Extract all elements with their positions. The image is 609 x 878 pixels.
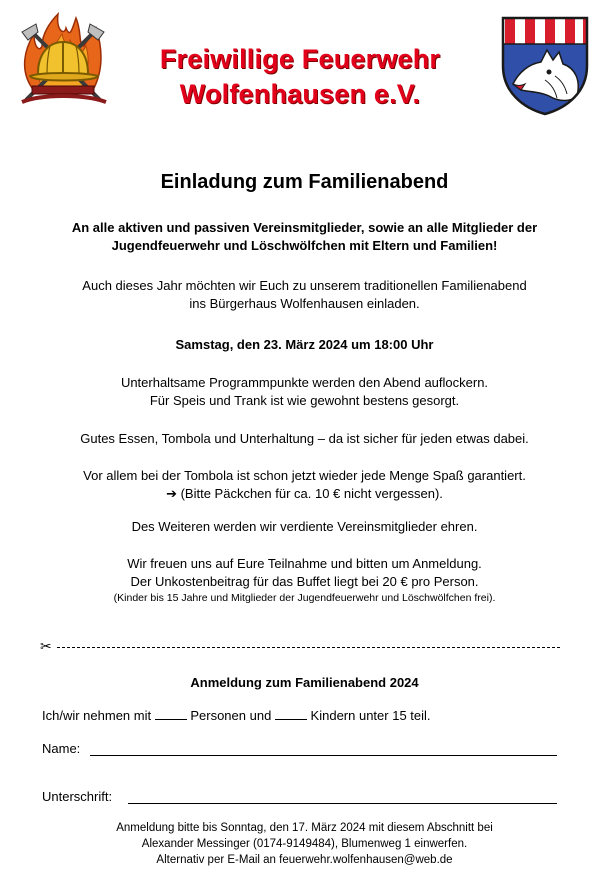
- intro-line1: An alle aktiven und passiven Vereinsmitglieder, sowie an alle Mitglieder der: [71, 220, 538, 235]
- tombola-line2: [20, 485, 589, 503]
- rsvp-line2: Der Unkostenbeitrag für das Buffet liegt bei 20 € pro Person.: [130, 574, 479, 589]
- document-title: Einladung zum Familienabend: [160, 171, 449, 193]
- attendance-text-1: Ich/wir nehmen mit: [42, 708, 152, 723]
- footer-instructions: [20, 820, 589, 868]
- name-label: Name:: [42, 741, 81, 756]
- event-date: Samstag, den 23. März 2024 um 18:00 Uhr: [175, 337, 434, 352]
- scissors-icon: ✂: [40, 638, 52, 654]
- registration-title: Anmeldung zum Familienabend 2024: [190, 675, 419, 690]
- tombola-line1: Vor allem bei der Tombola ist schon jetzt wieder jede Menge Spaß garantiert.: [83, 468, 526, 483]
- attendance-text-3: Kindern unter 15 teil.: [310, 708, 431, 723]
- children-count-field[interactable]: [275, 707, 307, 720]
- wolf-coat-of-arms-icon: [497, 14, 593, 116]
- attendance-text-2: Personen und: [190, 708, 272, 723]
- persons-count-field[interactable]: [155, 707, 187, 720]
- intro-line2: Jugendfeuerwehr und Löschwölfchen mit Eltern und Familien!: [111, 238, 498, 253]
- food-line: Gutes Essen, Tombola und Unterhaltung – da ist sicher für jeden etwas dabei.: [80, 431, 529, 446]
- cut-line: [40, 638, 560, 655]
- tombola-note: (Bitte Päckchen für ca. 10 € nicht vergessen).: [176, 486, 443, 501]
- footer-line1: Anmeldung bitte bis Sonntag, den 17. März 2024 mit diesem Abschnitt bei: [116, 822, 493, 834]
- rsvp-note: (Kinder bis 15 Jahre und Mitglieder der Jugendfeuerwehr und Löschwölfchen frei).: [113, 592, 496, 604]
- org-name-line1: Freiwillige Feuerwehr: [159, 44, 441, 74]
- rsvp-line1: Wir freuen uns auf Eure Teilnahme und bitten um Anmeldung.: [127, 556, 482, 571]
- name-field[interactable]: [90, 755, 557, 756]
- invite-line2: ins Bürgerhaus Wolfenhausen einladen.: [189, 296, 420, 311]
- honor-line: Des Weiteren werden wir verdiente Vereinsmitglieder ehren.: [131, 519, 478, 534]
- footer-email-line: Alternativ per E-Mail an feuerwehr.wolfenhausen@web.de: [156, 854, 453, 866]
- program-line2: Für Speis und Trank ist wie gewohnt bestens gesorgt.: [149, 393, 460, 408]
- footer-line2: Alexander Messinger (0174-9149484), Blumenweg 1 einwerfen.: [141, 838, 468, 850]
- attendance-sentence: [42, 707, 431, 725]
- program-line1: Unterhaltsame Programmpunkte werden den Abend auflockern.: [120, 375, 489, 390]
- org-name-line2: Wolfenhausen e.V.: [179, 79, 421, 109]
- signature-field[interactable]: [128, 803, 557, 804]
- fire-department-emblem-icon: [12, 10, 114, 110]
- dashed-divider: [57, 647, 560, 648]
- invite-line1: Auch dieses Jahr möchten wir Euch zu unserem traditionellen Familienabend: [82, 278, 527, 293]
- arrow-right-icon: ➔: [166, 486, 177, 501]
- signature-label: Unterschrift:: [42, 789, 113, 804]
